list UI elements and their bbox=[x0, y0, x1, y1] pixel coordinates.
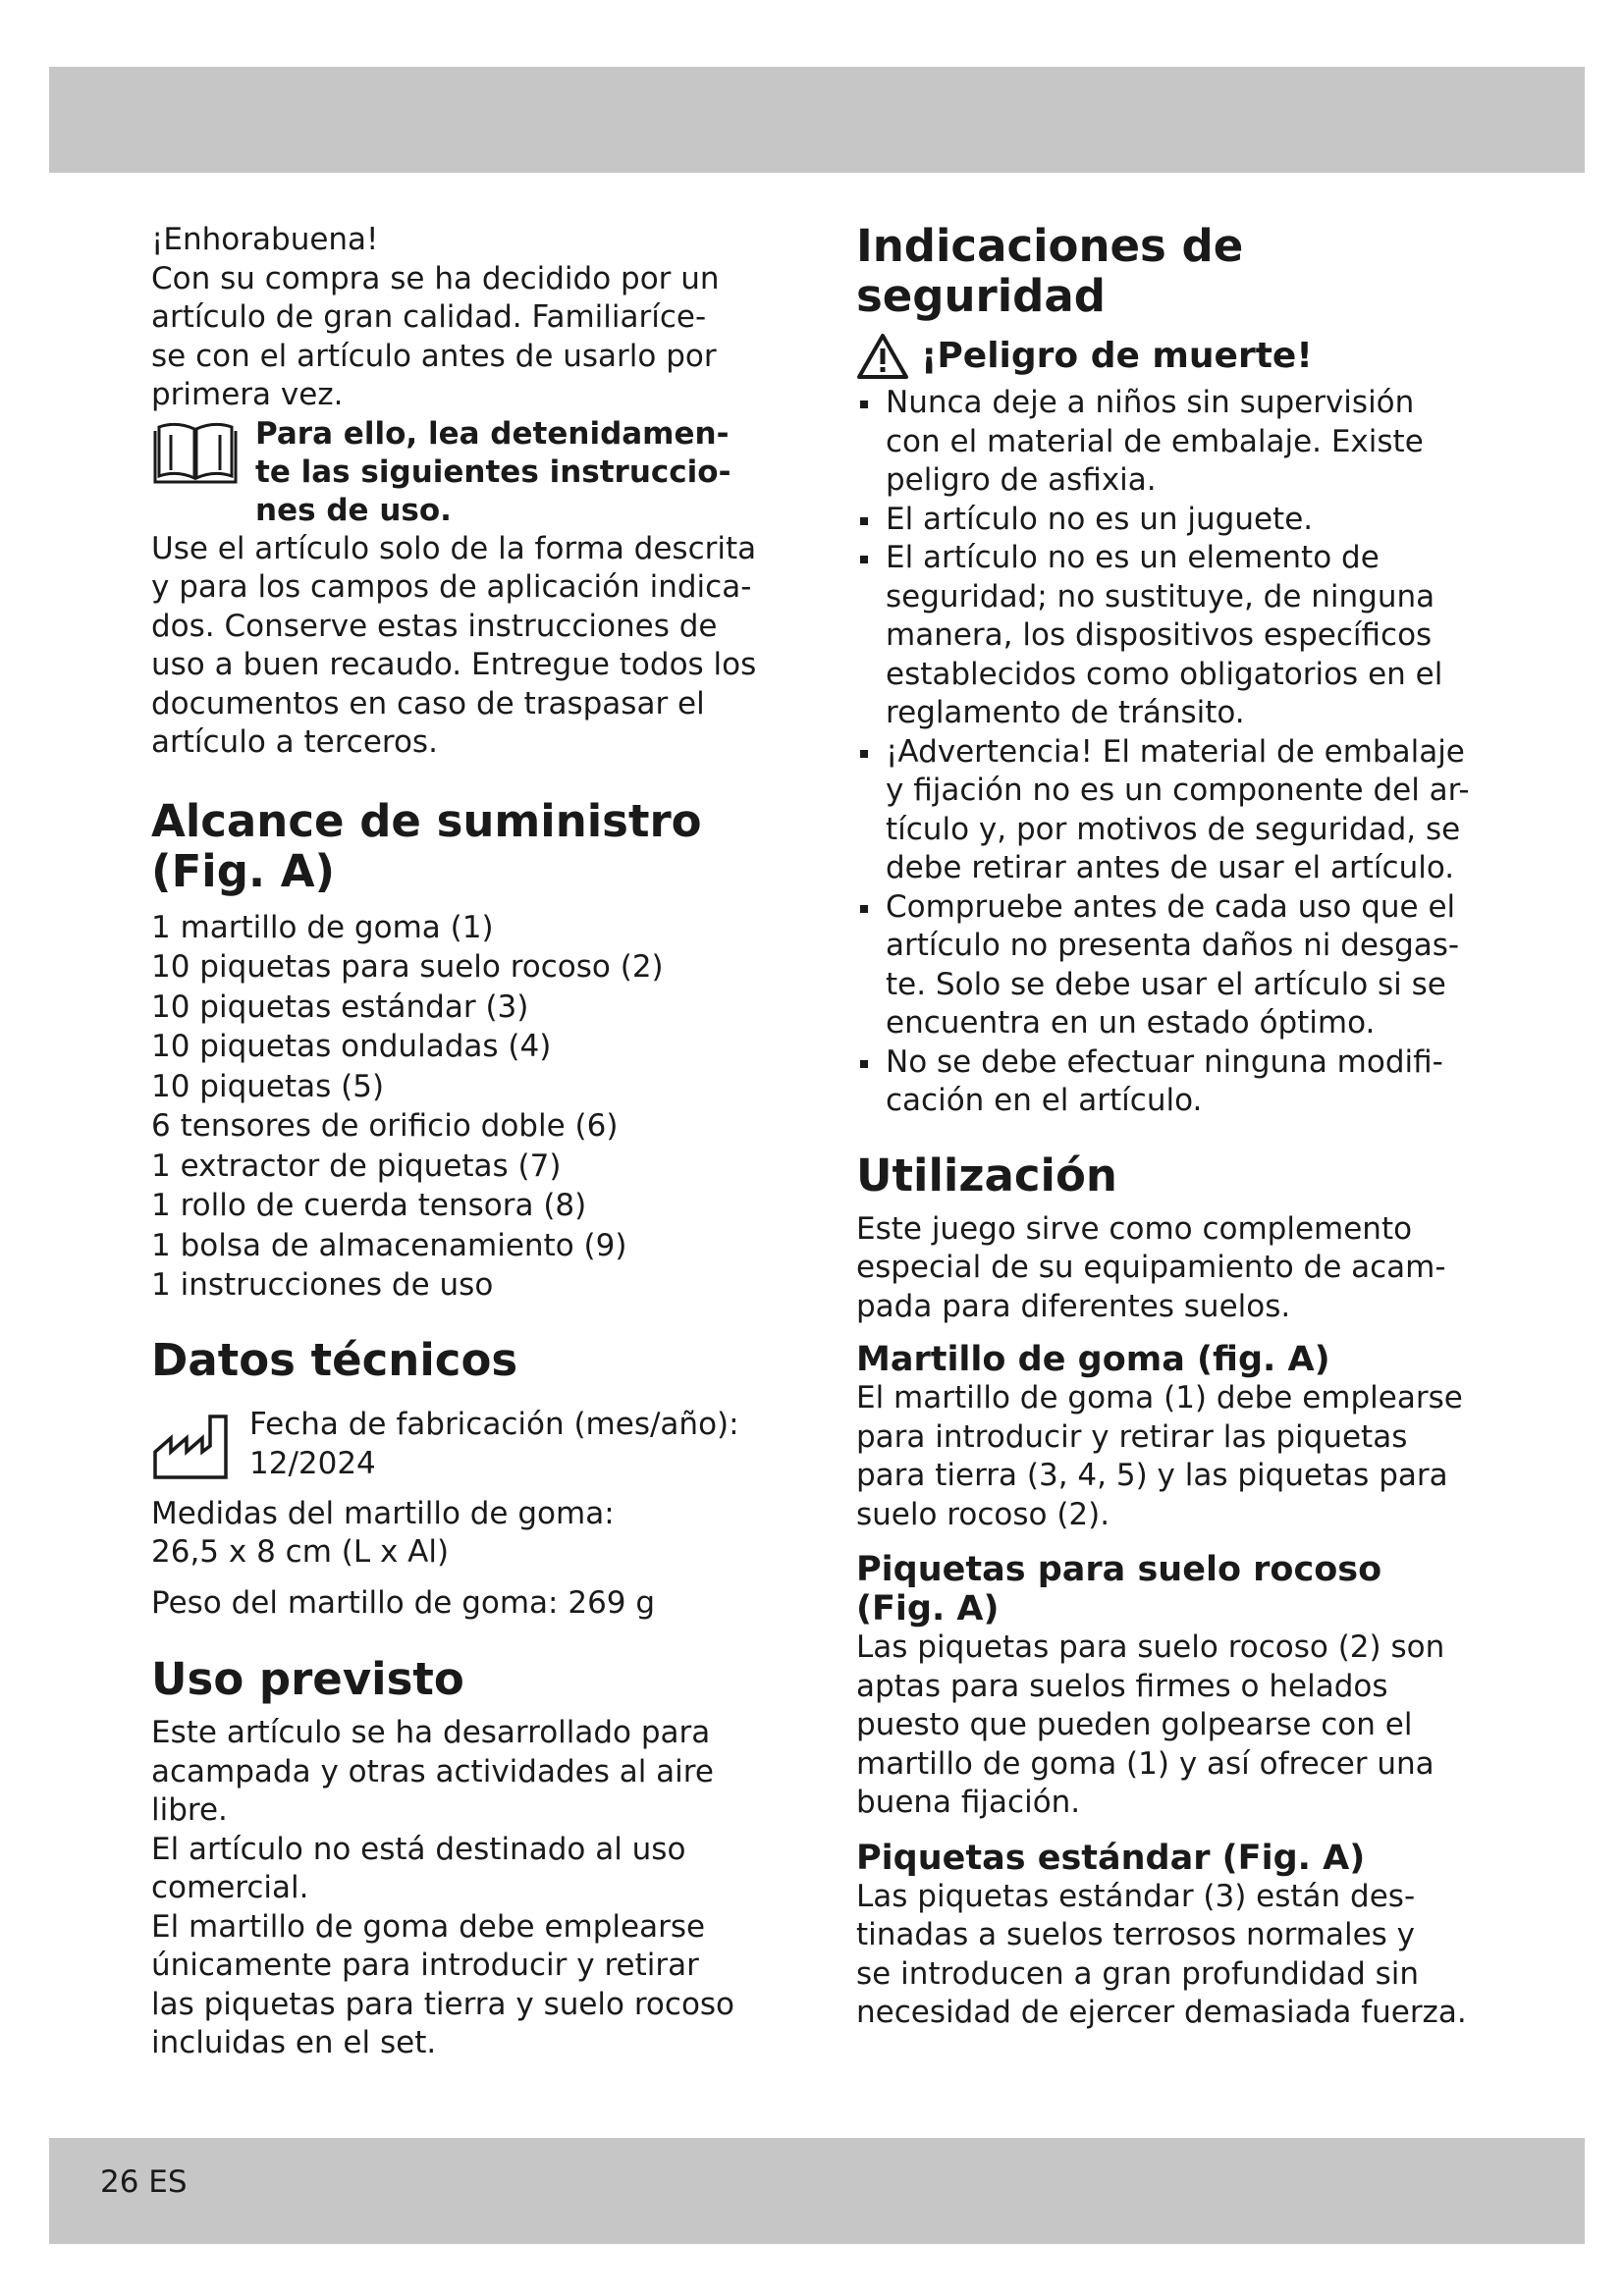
standard-line: necesidad de ejercer demasiada fuerza. bbox=[856, 1995, 1467, 2030]
dims-label: Medidas del martillo de goma: bbox=[151, 1495, 615, 1531]
intro-body-line: dos. Conserve estas instrucciones de bbox=[151, 608, 718, 644]
tech-section bbox=[151, 1335, 780, 1624]
hammer-line: El martillo de goma (1) debe emplearse bbox=[856, 1380, 1463, 1415]
supply-heading-line2: (Fig. A) bbox=[151, 844, 336, 897]
supply-item: 10 piquetas onduladas (4) bbox=[151, 1029, 552, 1064]
supply-heading: Alcance de suministro bbox=[151, 794, 702, 847]
intended-line: El martillo de goma debe emplearse bbox=[151, 1908, 706, 1945]
usage-line: Este juego sirve como complemento bbox=[856, 1210, 1413, 1247]
rocky-heading: Piquetas para suelo rocoso bbox=[856, 1550, 1382, 1589]
note-line: nes de uso. bbox=[255, 492, 452, 528]
supply-section bbox=[151, 796, 780, 1306]
safety-item-line: y fijación no es un componente del ar- bbox=[886, 773, 1470, 808]
warning-triangle-icon bbox=[856, 333, 909, 380]
supply-item: 1 bolsa de almacenamiento (9) bbox=[151, 1227, 627, 1263]
safety-item-line: te. Solo se debe usar el artículo si se bbox=[886, 966, 1446, 1002]
safety-item-line: cación en el artículo. bbox=[886, 1083, 1203, 1118]
danger-heading bbox=[856, 333, 1494, 380]
danger-text: ¡Peligro de muerte! bbox=[921, 336, 1313, 376]
supply-item: 10 piquetas (5) bbox=[151, 1068, 385, 1104]
standard-line: se introducen a gran profundidad sin bbox=[856, 1955, 1420, 1992]
rocky-line: puesto que pueden golpearse con el bbox=[856, 1707, 1413, 1742]
right-column bbox=[856, 221, 1494, 2033]
weight: Peso del martillo de goma: 269 g bbox=[151, 1584, 656, 1621]
rocky-line: aptas para suelos firmes o helados bbox=[856, 1668, 1388, 1704]
safety-item bbox=[856, 733, 1494, 888]
safety-item-line: reglamento de tránsito. bbox=[886, 695, 1245, 730]
safety-item bbox=[856, 539, 1494, 733]
intro-line: Con su compra se ha decidido por un bbox=[151, 260, 720, 296]
intended-line: únicamente para introducir y retirar bbox=[151, 1948, 699, 1983]
safety-list bbox=[856, 384, 1494, 1121]
intended-heading: Uso previsto bbox=[151, 1653, 464, 1705]
rocky-heading-line2: (Fig. A) bbox=[856, 1589, 1000, 1629]
intro-section bbox=[151, 221, 780, 763]
supply-item: 1 extractor de piquetas (7) bbox=[151, 1148, 562, 1184]
supply-item: 6 tensores de orificio doble (6) bbox=[151, 1108, 619, 1144]
safety-item-line: tículo y, por motivos de seguridad, se bbox=[886, 811, 1461, 847]
greeting: ¡Enhorabuena! bbox=[151, 222, 379, 257]
safety-item bbox=[856, 501, 1494, 540]
page-number: 26 ES bbox=[100, 2164, 188, 2200]
safety-heading-line2: seguridad bbox=[856, 270, 1106, 322]
intended-use-section bbox=[151, 1654, 780, 2063]
intended-line: las piquetas para tierra y suelo rocoso bbox=[151, 1986, 735, 2022]
intro-line: se con el artículo antes de usarlo por bbox=[151, 338, 717, 374]
safety-item-line: artículo no presenta daños ni desgas- bbox=[886, 928, 1460, 963]
hammer-line: para tierra (3, 4, 5) y las piquetas para bbox=[856, 1458, 1448, 1493]
safety-item-line: ¡Advertencia! El material de embalaje bbox=[886, 733, 1465, 770]
hammer-line: para introducir y retirar las piquetas bbox=[856, 1418, 1408, 1455]
safety-item-line: con el material de embalaje. Existe bbox=[886, 423, 1424, 459]
read-instructions-note bbox=[151, 415, 780, 530]
safety-item-line: manera, los dispositivos específicos bbox=[886, 617, 1433, 653]
safety-item-line: El artículo no es un juguete. bbox=[886, 501, 1314, 537]
safety-item-line: No se debe efectuar ninguna modifi- bbox=[886, 1043, 1443, 1080]
safety-section bbox=[856, 221, 1494, 1121]
footer-bar bbox=[49, 2138, 1585, 2244]
left-column bbox=[151, 221, 780, 2063]
intro-body-line: uso a buen recaudo. Entregue todos los bbox=[151, 647, 757, 682]
intro-body-line: artículo a terceros. bbox=[151, 724, 438, 760]
usage-section bbox=[856, 1150, 1494, 2033]
supply-item: 10 piquetas para suelo rocoso (2) bbox=[151, 949, 664, 985]
intro-body-line: Use el artículo solo de la forma descrita bbox=[151, 530, 757, 566]
intended-line: incluidas en el set. bbox=[151, 2025, 437, 2060]
supply-item: 1 instrucciones de uso bbox=[151, 1267, 494, 1303]
safety-heading: Indicaciones de bbox=[856, 220, 1244, 272]
safety-item-line: Nunca deje a niños sin supervisión bbox=[886, 385, 1415, 420]
usage-line: especial de su equipamiento de acam- bbox=[856, 1250, 1446, 1285]
supply-item: 10 piquetas estándar (3) bbox=[151, 988, 529, 1025]
standard-line: tinadas a suelos terrosos normales y bbox=[856, 1917, 1416, 1952]
intended-line: Este artículo se ha desarrollado para bbox=[151, 1715, 711, 1750]
note-line: te las siguientes instruccio- bbox=[255, 454, 731, 490]
book-icon bbox=[151, 421, 240, 488]
factory-icon bbox=[151, 1413, 236, 1481]
usage-line: pada para diferentes suelos. bbox=[856, 1288, 1291, 1324]
intended-line: libre. bbox=[151, 1792, 228, 1828]
intended-line: acampada y otras actividades al aire bbox=[151, 1753, 714, 1789]
safety-item bbox=[856, 1043, 1494, 1121]
safety-item-line: peligro de asfixia. bbox=[886, 462, 1157, 498]
dims-value: 26,5 x 8 cm (L x Al) bbox=[151, 1534, 450, 1570]
intro-line: artículo de gran calidad. Familiaríce- bbox=[151, 299, 707, 335]
safety-item-line: seguridad; no sustituye, de ninguna bbox=[886, 578, 1435, 614]
safety-item-line: Compruebe antes de cada uso que el bbox=[886, 888, 1456, 925]
tech-heading: Datos técnicos bbox=[151, 1333, 518, 1386]
supply-item: 1 rollo de cuerda tensora (8) bbox=[151, 1188, 587, 1223]
safety-item-line: debe retirar antes de usar el artículo. bbox=[886, 850, 1455, 885]
intended-line: El artículo no está destinado al uso bbox=[151, 1831, 686, 1867]
usage-heading: Utilización bbox=[856, 1148, 1117, 1201]
note-line: Para ello, lea detenidamen- bbox=[255, 415, 730, 452]
rocky-line: Las piquetas para suelo rocoso (2) son bbox=[856, 1629, 1445, 1665]
safety-item-line: encuentra en un estado óptimo. bbox=[886, 1005, 1376, 1041]
hammer-line: suelo rocoso (2). bbox=[856, 1496, 1110, 1532]
safety-item-line: El artículo no es un elemento de bbox=[886, 540, 1380, 575]
header-bar bbox=[49, 67, 1585, 173]
mfg-value: 12/2024 bbox=[249, 1445, 376, 1481]
mfg-label: Fecha de fabricación (mes/año): bbox=[249, 1406, 739, 1442]
manufacture-date bbox=[151, 1405, 780, 1483]
safety-item-line: establecidos como obligatorios en el bbox=[886, 656, 1443, 692]
supply-list bbox=[151, 908, 780, 1306]
safety-item bbox=[856, 888, 1494, 1043]
safety-item bbox=[856, 384, 1494, 501]
intro-line: primera vez. bbox=[151, 377, 344, 412]
standard-heading: Piquetas estándar (Fig. A) bbox=[856, 1838, 1366, 1878]
standard-line: Las piquetas estándar (3) están des- bbox=[856, 1878, 1416, 1914]
intro-body-line: documentos en caso de traspasar el bbox=[151, 685, 705, 721]
hammer-heading: Martillo de goma (fig. A) bbox=[856, 1340, 1330, 1379]
supply-item: 1 martillo de goma (1) bbox=[151, 909, 494, 945]
intended-line: comercial. bbox=[151, 1870, 309, 1905]
rocky-line: buena fijación. bbox=[856, 1785, 1081, 1820]
intro-body-line: y para los campos de aplicación indica- bbox=[151, 569, 752, 605]
rocky-line: martillo de goma (1) y así ofrecer una bbox=[856, 1745, 1435, 1782]
